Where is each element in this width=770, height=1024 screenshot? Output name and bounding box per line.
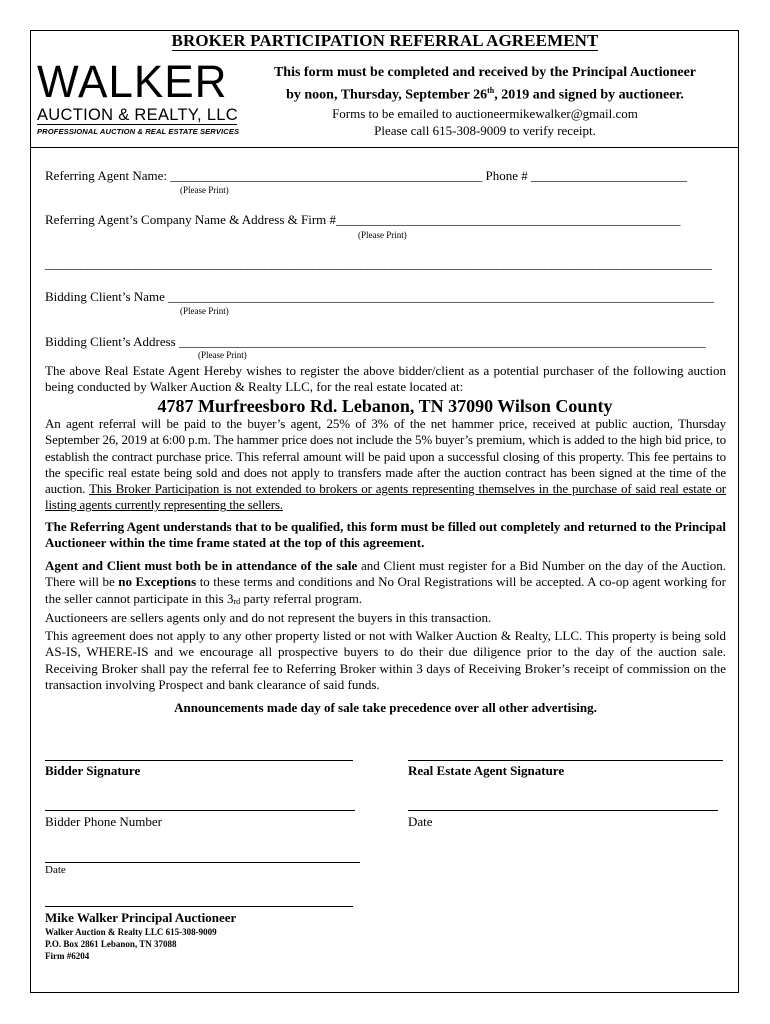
deadline-line-1: This form must be completed and received by the Principal Auctioneer — [273, 65, 697, 80]
bidder-signature-label: Bidder Signature — [45, 763, 141, 778]
bidder-signature-line[interactable] — [45, 760, 353, 761]
auctioneer-name: Mike Walker Principal Auctioneer — [45, 910, 237, 925]
intro-paragraph: The above Real Estate Agent Hereby wishes to register the above bidder/client as a potential purchaser of the following auction being conducted by Walker Auction & Realty LLC, for the real estate located at: — [45, 363, 726, 395]
client-address-field[interactable]: Bidding Client’s Address _________________________________________________________________________________ — [45, 334, 706, 349]
agent-signature-line[interactable] — [408, 760, 723, 761]
walker-logo — [37, 56, 247, 136]
client-name-field[interactable]: Bidding Client’s Name ____________________________________________________________________________________ — [45, 289, 715, 304]
agent-date-line[interactable] — [408, 810, 718, 811]
email-instruction: Forms to be emailed to auctioneermikewalker@gmail.com — [332, 105, 638, 121]
header-divider — [30, 147, 739, 148]
company-field[interactable]: Referring Agent’s Company Name & Address & Firm #_____________________________________________________ — [45, 212, 681, 227]
qualification-paragraph: The Referring Agent understands that to be qualified, this form must be filled out completely and returned to the Principal Auctioneer within the time frame stated at the top of this agreement. — [45, 519, 726, 551]
logo-tagline: PROFESSIONAL AUCTION & REAL ESTATE SERVICES — [37, 127, 240, 136]
bidder-date-label: Date — [45, 864, 66, 876]
logo-sub: AUCTION & REALTY, LLC — [37, 106, 238, 124]
form-title: BROKER PARTICIPATION REFERRAL AGREEMENT — [171, 31, 599, 50]
phone-instruction: Please call 615-308-9009 to verify receipt. — [374, 122, 596, 138]
print-hint: (Please Print) — [198, 350, 247, 360]
company-field-continued[interactable]: ________________________________________________________________________________________________________________ — [45, 256, 712, 271]
firm-number: Firm #6204 — [45, 951, 90, 961]
property-address: 4787 Murfreesboro Rd. Lebanon, TN 37090 Wilson County — [157, 396, 613, 416]
agent-signature-label: Real Estate Agent Signature — [408, 763, 565, 778]
print-hint: (Please Print) — [358, 230, 407, 240]
bidder-phone-label: Bidder Phone Number — [45, 814, 162, 829]
deadline-line-2: by noon, Thursday, September 26th, 2019 and signed by auctioneer. — [286, 86, 684, 103]
announcements-note: Announcements made day of sale take precedence over all other advertising. — [174, 700, 597, 715]
bidder-phone-line[interactable] — [45, 810, 355, 811]
company-phone: Walker Auction & Realty LLC 615-308-9009 — [45, 927, 217, 937]
logo-divider — [37, 124, 237, 125]
mailing-address: P.O. Box 2861 Lebanon, TN 37088 — [45, 939, 177, 949]
attendance-paragraph: Agent and Client must both be in attendance of the sale and Client must register for a Bid Number on the day of the Auction. There will be no Exceptions to these terms and conditions and No Oral Registrations will be accepted. A co-op agent working for the seller cannot participate in this 3rd party referral program. Auctioneers are sellers agents only and do not represent the buyers in this transaction. — [45, 558, 727, 625]
bidder-date-line[interactable] — [45, 862, 360, 863]
agreement-paragraph: This agreement does not apply to any other property listed or not with Walker Auction & Realty, LLC. This property is being sold AS-IS, WHERE-IS and we encourage all prospective buyers to do their due diligence prior to the day of the auction sale. Receiving Broker shall pay the referral fee to Referring Broker within 3 days of Receiving Broker’s receipt of commission on the transaction involving Prospect and bank clearance of said funds. — [45, 628, 726, 692]
print-hint: (Please Print) — [180, 306, 229, 316]
auctioneer-block — [45, 910, 236, 962]
referral-paragraph: An agent referral will be paid to the buyer’s agent, 25% of 3% of the net hammer price, received at public auction, Thursday September 26, 2019 at 6:00 p.m. The hammer price does not include the 5% buyer’s premium, which is added to the high bid price, to establish the contract purchase price. This referral amount will be paid upon a successful closing of this property. This fee pertains to the specific real estate being sold and does not apply to transfers made after the auction contract has been signed at the time of the auction. This Broker Participation is not extended to brokers or agents representing themselves in the purchase of said real estate or listing agents currently representing the sellers. — [45, 416, 726, 513]
deadline-notice — [250, 64, 720, 139]
auctioneer-signature-line[interactable] — [45, 906, 353, 907]
logo-name: WALKER — [37, 56, 228, 107]
agent-date-label: Date — [408, 814, 433, 829]
agent-name-field[interactable]: Referring Agent Name: ________________________________________________ Phone # ________________________ — [45, 168, 688, 183]
print-hint: (Please Print) — [180, 185, 229, 195]
